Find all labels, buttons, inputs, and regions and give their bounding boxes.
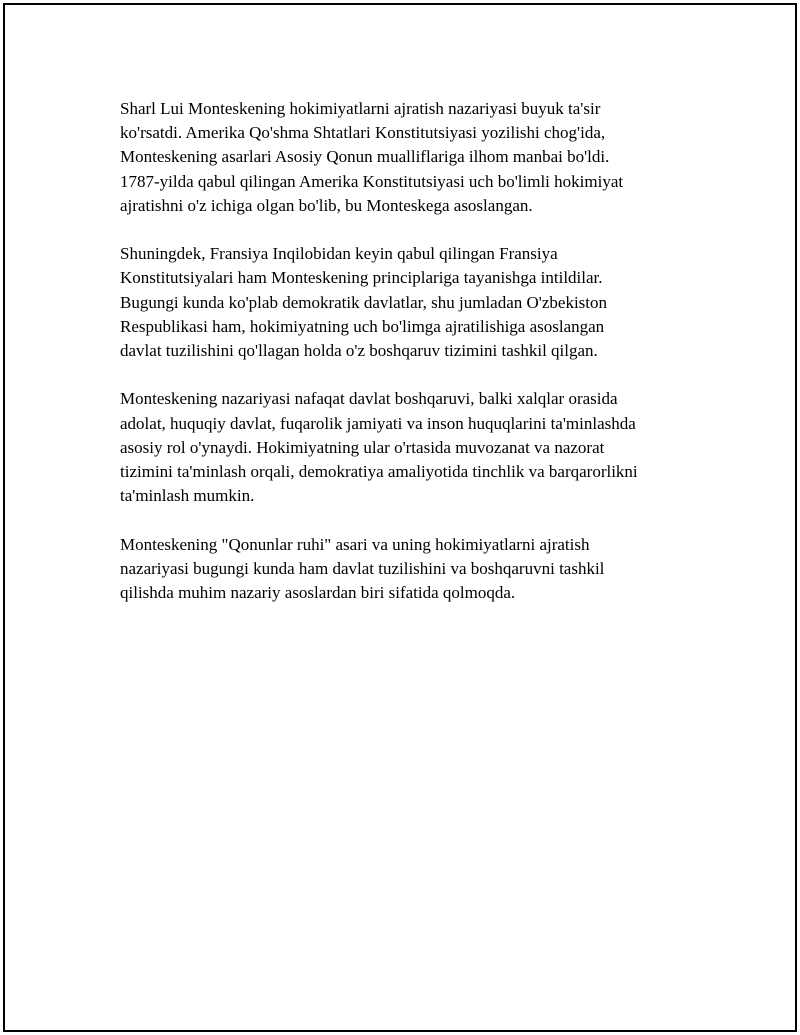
paragraph-4: Monteskening "Qonunlar ruhi" asari va uning hokimiyatlarni ajratish nazariyasi bugungi kunda ham davlat tuzilishini va boshqaruvni tashkil qilishda muhim nazariy asoslardan biri sifatida qolmoqda. (120, 534, 605, 603)
paragraph-2: Shuningdek, Fransiya Inqilobidan keyin qabul qilingan Fransiya Konstitutsiyalari ham Monteskening principlariga tayanishga intildilar. Bugungi kunda ko'plab demokratik davlatlar, shu jumladan O'zbekiston Respublikasi ham, hokimiyatning uch bo'limga ajratilishiga asoslangan davlat tuzilishini qo'llagan holda o'z boshqaruv tizimini tashkil qilgan. (120, 244, 608, 361)
paragraph-3: Monteskening nazariyasi nafaqat davlat boshqaruvi, balki xalqlar orasida adolat, huquqiy davlat, fuqarolik jamiyati va inson huquqlarini ta'minlashda asosiy rol o'ynaydi. Hokimiyatning ular o'rtasida muvozanat va nazorat tizimini ta'minlash orqali, demokratiya amaliyotida tinchlik va barqarorlikni ta'minlash mumkin. (120, 389, 638, 506)
document-page (3, 3, 797, 1032)
paragraph-1: Sharl Lui Monteskening hokimiyatlarni ajratish nazariyasi buyuk ta'sir ko'rsatdi. Amerika Qo'shma Shtatlari Konstitutsiyasi yozilishi chog'ida, Monteskening asarlari Asosiy Qonun mualliflariga ilhom manbai bo'ldi. 1787-yilda qabul qilingan Amerika Konstitutsiyasi uch bo'limli hokimiyat ajratishni o'z ichiga olgan bo'lib, bu Monteskega asoslangan. (120, 99, 624, 215)
document-body (120, 97, 700, 629)
